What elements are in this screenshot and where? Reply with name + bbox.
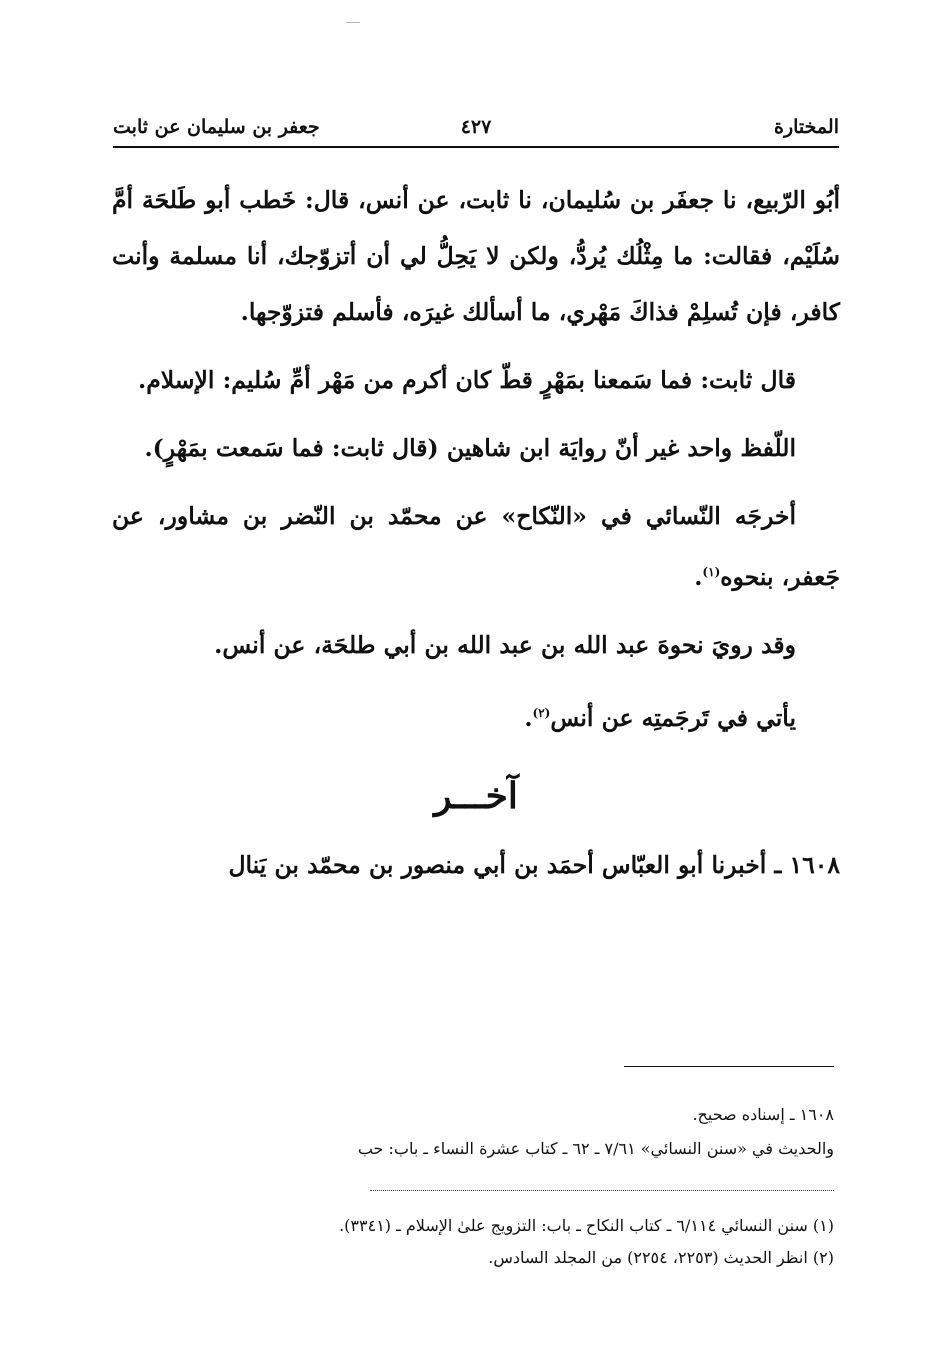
paragraph-biography — [112, 685, 840, 746]
footnote-1: (١) سنن النسائي ٦/١١٤ ـ كتاب النكاح ـ باب: التزويج علىٰ الإسلام ـ (٣٣٤١). — [339, 1216, 834, 1235]
header-rule — [113, 146, 839, 148]
period: . — [694, 562, 703, 591]
footnotes — [112, 1210, 834, 1274]
running-header — [113, 112, 839, 142]
footnote-dotted-separator — [370, 1190, 834, 1191]
page-number: ٤٢٧ — [460, 116, 492, 138]
footnote-ref-1: (١) — [702, 565, 721, 579]
note-1608: ١٦٠٨ ـ إسناده صحيح. — [692, 1105, 834, 1124]
footnote-separator — [624, 1066, 834, 1067]
period: . — [524, 703, 533, 732]
footnote-ref-2: (٢) — [532, 705, 551, 720]
paragraph-nasai — [112, 488, 840, 605]
footnote-2: (٢) انظر الحديث (٢٢٥٣، ٢٢٥٤) من المجلد السادس. — [488, 1248, 834, 1267]
paragraph-hadith: أبُو الرّبيع، نا جعفَر بن سُليمان، نا ثابت، عن أنس، قال: خَطب أبو طَلحَة أمَّ سُلَيْم، فقالت: ما مِثْلُك يُردُّ، ولكن لا يَحِلُّ لي أن أتزوّجك، أنا مسلمة وأنت كافر، فإن تُسلِمْ فذاكَ مَهْري، ما أسألك غيرَه، فأسلم فتزوّجها. — [112, 186, 840, 326]
paragraph-nasai-text: أخرجَه النّسائي في «النّكاح» عن محمّد بن النّضر بن مشاور، عن جَعفر، بنحوه — [112, 502, 840, 591]
section-heading: آخـــر — [434, 774, 518, 817]
header-chapter-title: جعفر بن سليمان عن ثابت — [113, 116, 320, 138]
paragraph-narration: وقد رويَ نحوهَ عبد الله بن عبد الله بن أبي طلحَة، عن أنس. — [214, 630, 796, 659]
page-mark — [346, 22, 360, 23]
main-text — [112, 172, 840, 890]
note-hadith-source: والحديث في «سنن النسائي» ٧/٦١ ـ ٦٢ ـ كتاب عشرة النساء ـ باب: حب — [357, 1139, 834, 1158]
paragraph-biography-text: يأتي في تَرجَمتِه عن أنس — [550, 703, 796, 732]
takhrij-notes — [112, 1098, 834, 1166]
paragraph-thabit: قال ثابت: فما سَمعنا بمَهْرٍ قطّ كان أكرم من مَهْر أمِّ سُليم: الإسلام. — [138, 366, 796, 394]
numbered-hadith: ١٦٠٨ ـ أخبرنا أبو العبّاس أحمَد بن أبي منصور بن محمّد بن يَنال — [228, 850, 840, 879]
header-book-title: المختارة — [774, 116, 839, 138]
paragraph-wording: اللّفظ واحد غير أنّ روايَة ابن شاهين (قال ثابت: فما سَمعت بمَهْرٍ). — [144, 434, 796, 462]
